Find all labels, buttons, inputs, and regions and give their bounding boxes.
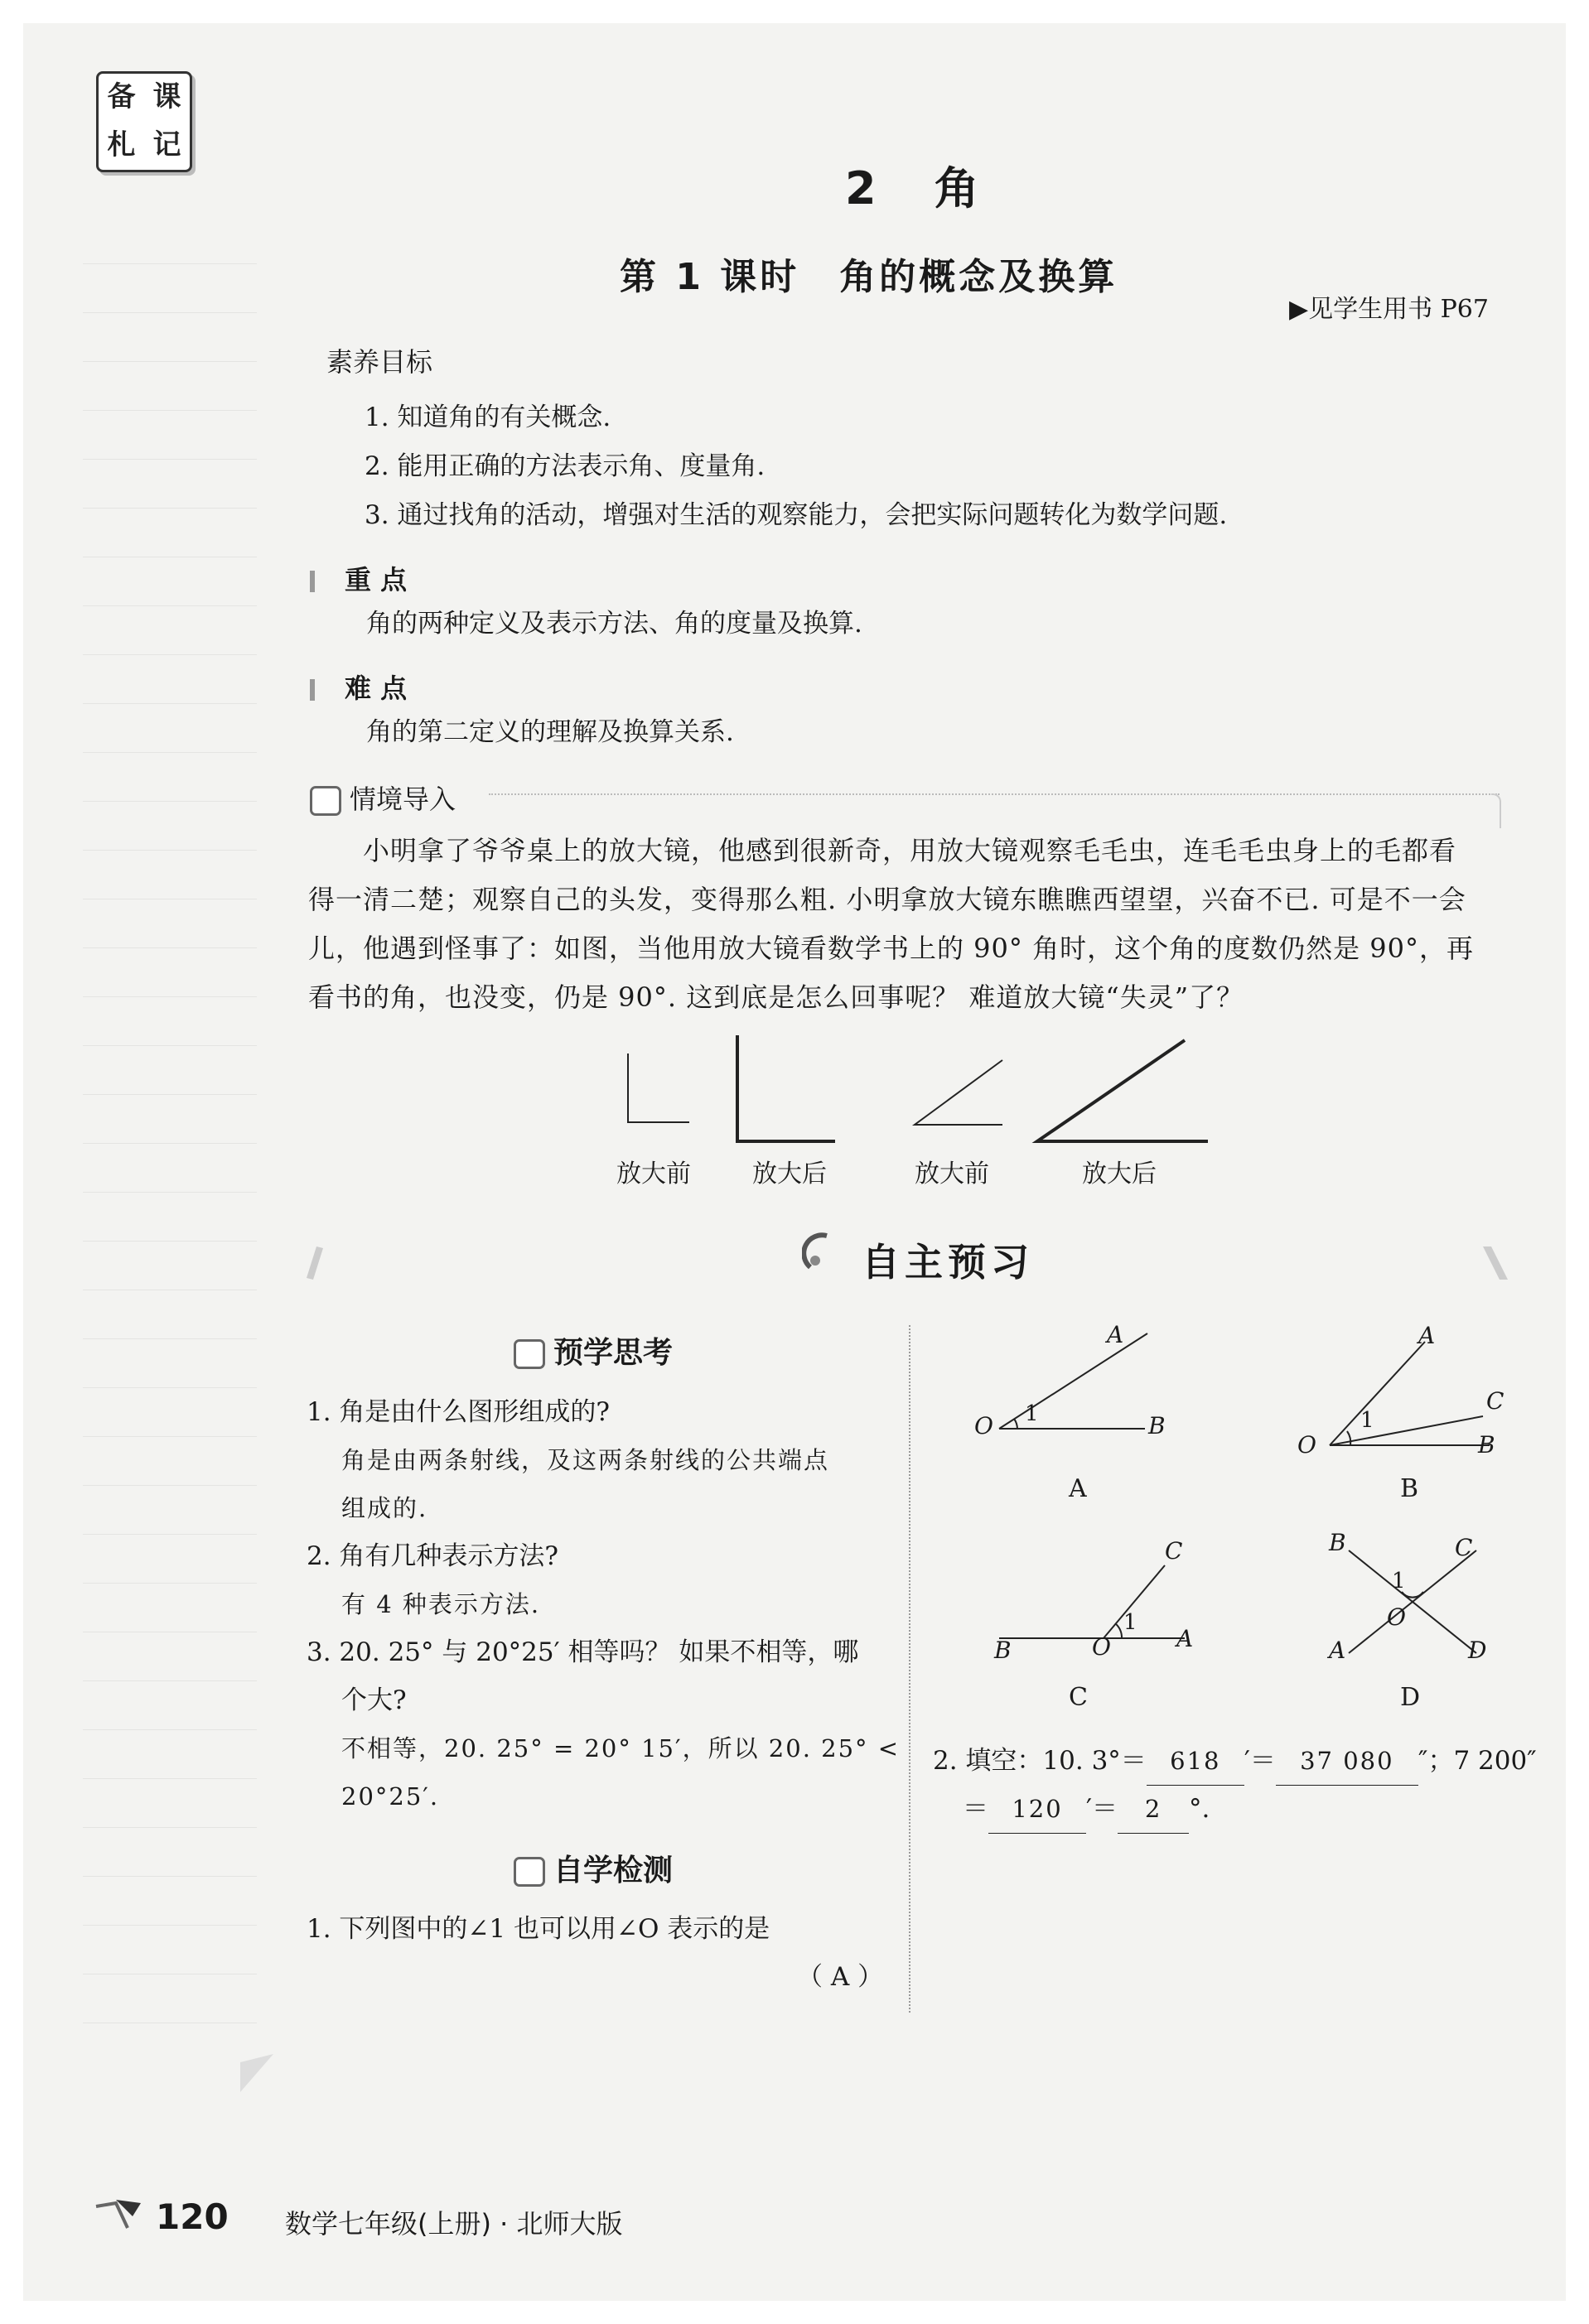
preview-q2: 2. 角有几种表示方法? bbox=[307, 1541, 559, 1571]
preview-q1: 1. 角是由什么图形组成的? bbox=[307, 1397, 611, 1427]
selfcheck-heading: 自学检测 bbox=[514, 1847, 673, 1889]
goal-item: 3. 通过找角的活动，增强对生活的观察能力，会把实际问题转化为数学问题. bbox=[365, 500, 1228, 530]
difficult-point-text: 角的第二定义的理解及换算关系. bbox=[366, 717, 734, 747]
point-label: C bbox=[1165, 1537, 1183, 1565]
book-icon bbox=[514, 1339, 545, 1369]
intro-corner bbox=[1491, 793, 1501, 828]
point-label: C bbox=[1486, 1387, 1504, 1415]
stamp-char: 记 bbox=[152, 128, 181, 162]
figure-label: 放大前 bbox=[616, 1160, 691, 1189]
stamp-logo bbox=[96, 71, 192, 172]
intro-line: 儿，他遇到怪事了：如图，当他用放大镜看数学书上的 90° 角时，这个角的度数仍然是 90°，再 bbox=[308, 933, 1474, 964]
selfcheck-q1-answer: （ A ） bbox=[797, 1962, 884, 1992]
option-d-figure bbox=[1349, 1550, 1476, 1653]
chat-icon bbox=[310, 786, 341, 816]
page-title: 2 角 bbox=[845, 162, 986, 215]
preview-a2: 有 4 种表示方法. bbox=[341, 1590, 541, 1618]
intro-line: 看书的角，也没变，仍是 90°. 这到底是怎么回事呢？ 难道放大镜“失灵”了？ bbox=[308, 981, 1244, 1013]
angle-label: 1 bbox=[1123, 1610, 1137, 1635]
intro-story bbox=[308, 827, 1518, 1022]
right-angle-large bbox=[737, 1035, 835, 1141]
footer-deco-icon bbox=[91, 2195, 149, 2244]
figure-label: 放大后 bbox=[752, 1160, 827, 1189]
section-swirl-icon bbox=[802, 1226, 843, 1275]
preview-q3: 个大? bbox=[341, 1685, 407, 1715]
intro-divider bbox=[489, 793, 1500, 795]
point-label: B bbox=[994, 1637, 1012, 1664]
section-deco-right bbox=[1483, 1246, 1508, 1280]
point-label: O bbox=[974, 1412, 993, 1439]
answer-blank: 618 bbox=[1147, 1737, 1244, 1786]
lesson-subtitle: 第 1 课时 角的概念及换算 bbox=[620, 256, 1118, 298]
column-divider bbox=[909, 1325, 910, 2013]
preview-a3: 20°25′. bbox=[341, 1782, 440, 1811]
stamp-char: 备 bbox=[107, 80, 136, 113]
option-a-figure bbox=[999, 1333, 1147, 1429]
intro-heading: 情境导入 bbox=[310, 779, 456, 817]
bar-marker bbox=[310, 679, 315, 701]
angle-options-figure bbox=[961, 1325, 1541, 1723]
option-label: C bbox=[1069, 1683, 1088, 1712]
intro-line: 小明拿了爷爷桌上的放大镜，他感到很新奇，用放大镜观察毛毛虫，连毛毛虫身上的毛都看 bbox=[308, 835, 1457, 866]
point-label: A bbox=[1418, 1322, 1436, 1349]
book-title: 数学七年级(上册) · 北师大版 bbox=[285, 2208, 623, 2240]
figure-label: 放大前 bbox=[915, 1160, 989, 1189]
acute-angle-large bbox=[1037, 1040, 1208, 1141]
difficult-point-heading: 难 点 bbox=[310, 668, 407, 706]
page-number: 120 bbox=[156, 2196, 229, 2237]
check-icon bbox=[514, 1857, 545, 1887]
point-label: O bbox=[1387, 1603, 1406, 1631]
point-label: O bbox=[1297, 1431, 1316, 1459]
selfcheck-q2-line1: 2. 填空：10. 3°＝ 618 ′＝ 37 080 ″；7 200″ bbox=[933, 1737, 1537, 1786]
magnifier-figure bbox=[613, 1027, 1210, 1151]
section-deco-left bbox=[307, 1246, 323, 1280]
point-label: A bbox=[1107, 1321, 1124, 1348]
option-c-figure bbox=[999, 1565, 1185, 1638]
answer-blank: 2 bbox=[1118, 1785, 1189, 1834]
preview-q3: 3. 20. 25° 与 20°25′ 相等吗？ 如果不相等，哪 bbox=[307, 1637, 859, 1667]
preview-a3: 不相等，20. 25° = 20° 15′，所以 20. 25° < bbox=[341, 1734, 901, 1762]
goal-item: 1. 知道角的有关概念. bbox=[365, 403, 611, 432]
point-label: C bbox=[1455, 1534, 1473, 1561]
option-label: A bbox=[1069, 1474, 1087, 1503]
bar-marker bbox=[310, 571, 315, 592]
key-point-text: 角的两种定义及表示方法、角的度量及换算. bbox=[366, 609, 862, 639]
answer-blank: 37 080 bbox=[1276, 1737, 1418, 1786]
point-label: B bbox=[1329, 1529, 1346, 1556]
point-label: B bbox=[1478, 1431, 1495, 1459]
option-b-figure bbox=[1330, 1342, 1490, 1445]
corner-deco bbox=[240, 2054, 282, 2095]
option-label: D bbox=[1400, 1683, 1421, 1712]
angle-label: 1 bbox=[1025, 1401, 1039, 1426]
goal-item: 2. 能用正确的方法表示角、度量角. bbox=[365, 451, 766, 481]
stamp-char: 课 bbox=[152, 80, 181, 113]
point-label: A bbox=[1329, 1637, 1346, 1664]
preview-a1: 组成的. bbox=[341, 1494, 428, 1522]
book-reference: ▶见学生用书 P67 bbox=[1289, 295, 1489, 324]
preview-heading: 预学思考 bbox=[514, 1329, 673, 1372]
goals-heading: 素养目标 bbox=[326, 346, 433, 378]
point-label: O bbox=[1092, 1633, 1111, 1661]
margin-notes bbox=[83, 215, 257, 2023]
angle-label: 1 bbox=[1360, 1408, 1374, 1433]
point-label: D bbox=[1468, 1637, 1487, 1664]
acute-angle-small bbox=[915, 1060, 1002, 1125]
point-label: A bbox=[1176, 1625, 1194, 1652]
point-label: B bbox=[1148, 1412, 1166, 1439]
section-title: 自主预习 bbox=[862, 1240, 1034, 1285]
intro-line: 得一清二楚；观察自己的头发，变得那么粗. 小明拿放大镜东瞧瞧西望望，兴奋不已. 可是不一会 bbox=[308, 884, 1466, 915]
angle-label: 1 bbox=[1392, 1569, 1406, 1594]
stamp-char: 札 bbox=[107, 128, 136, 162]
answer-blank: 120 bbox=[988, 1785, 1086, 1834]
figure-label: 放大后 bbox=[1082, 1160, 1157, 1189]
option-label: B bbox=[1400, 1474, 1419, 1503]
selfcheck-q1: 1. 下列图中的∠1 也可以用∠O 表示的是 bbox=[307, 1914, 770, 1944]
key-point-heading: 重 点 bbox=[310, 559, 407, 597]
right-angle-small bbox=[628, 1054, 689, 1122]
selfcheck-q2-line2: ＝ 120 ′＝ 2 °. bbox=[963, 1785, 1210, 1834]
preview-a1: 角是由两条射线，及这两条射线的公共端点 bbox=[341, 1446, 830, 1474]
